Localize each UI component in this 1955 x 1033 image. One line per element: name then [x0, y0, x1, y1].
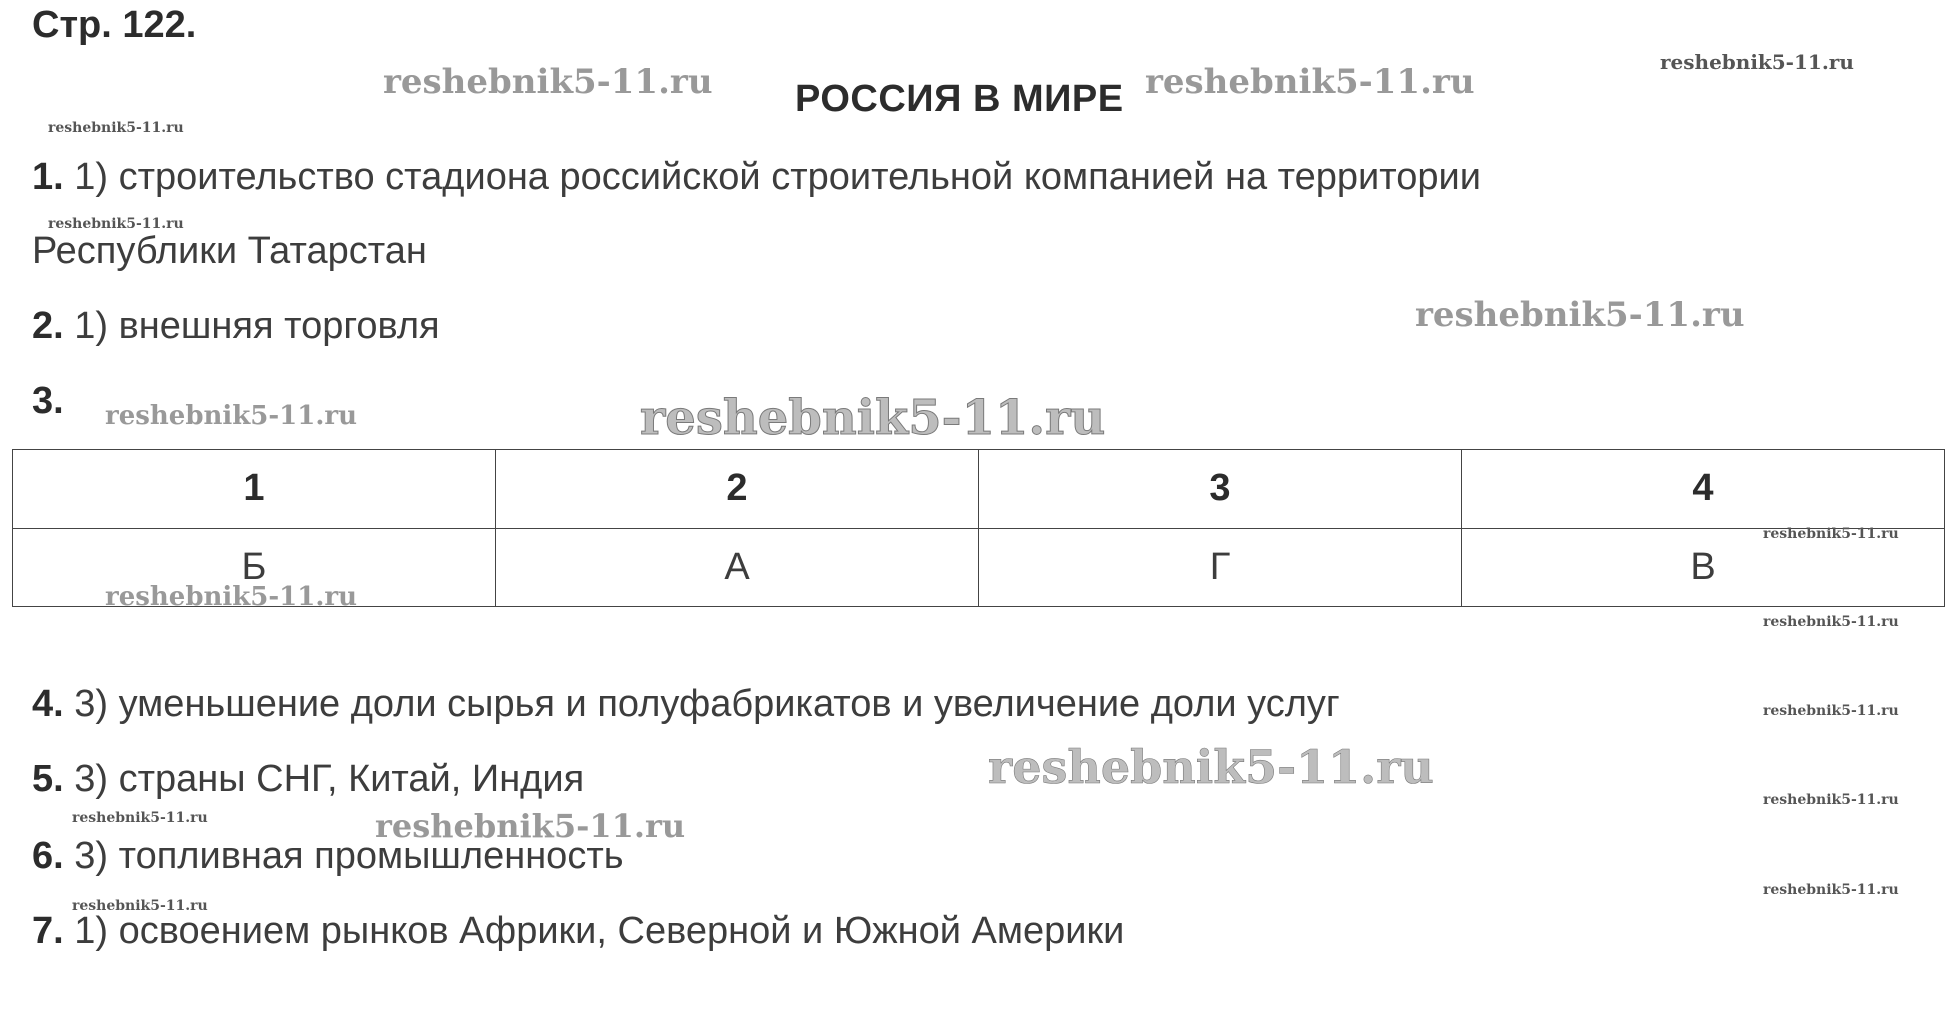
watermark: reshebnik5-11.ru [375, 807, 686, 845]
answer-number: 2. [32, 305, 64, 347]
answer-text: 3) топливная промышленность [63, 835, 624, 877]
watermark: reshebnik5-11.ru [1763, 526, 1899, 542]
table-cell: А [496, 528, 979, 607]
answer-2 [32, 305, 440, 348]
watermark: reshebnik5-11.ru [640, 390, 1106, 446]
watermark: reshebnik5-11.ru [1415, 295, 1745, 335]
table-header-cell: 3 [979, 450, 1462, 529]
watermark: reshebnik5-11.ru [72, 898, 208, 914]
table-cell: Б [13, 528, 496, 607]
answer-number: 6. [32, 835, 64, 877]
answer-number: 4. [32, 683, 64, 725]
watermark: reshebnik5-11.ru [48, 216, 184, 232]
table-header-cell: 2 [496, 450, 979, 529]
answer-text: 1) освоением рынков Африки, Северной и Южной Америки [63, 910, 1125, 952]
answer-number: 3. [32, 380, 64, 422]
answer-number: 7. [32, 910, 64, 952]
table-cell: Г [979, 528, 1462, 607]
watermark: reshebnik5-11.ru [1763, 703, 1899, 719]
table-header-row [13, 450, 1945, 529]
table-row [13, 528, 1945, 607]
watermark: reshebnik5-11.ru [1660, 50, 1854, 74]
watermark: reshebnik5-11.ru [1145, 62, 1475, 102]
answer-number: 1. [32, 156, 64, 198]
answer-text: 3) уменьшение доли сырья и полуфабрикатов и увеличение доли услуг [63, 683, 1340, 725]
watermark: reshebnik5-11.ru [988, 740, 1434, 794]
watermark: reshebnik5-11.ru [1763, 792, 1899, 808]
answer-4 [32, 683, 1340, 726]
answer-number: 5. [32, 758, 64, 800]
watermark: reshebnik5-11.ru [1763, 614, 1899, 630]
watermark: reshebnik5-11.ru [48, 120, 184, 136]
page-title: РОССИЯ В МИРЕ [795, 78, 1124, 120]
page-number: Стр. 122. [32, 4, 197, 46]
table-cell: В [1462, 528, 1945, 607]
watermark: reshebnik5-11.ru [72, 810, 208, 826]
answer-1-continuation: Республики Татарстан [32, 230, 427, 272]
answer-6 [32, 835, 624, 878]
watermark: reshebnik5-11.ru [1763, 882, 1899, 898]
answer-table [12, 449, 1945, 607]
watermark: reshebnik5-11.ru [383, 62, 713, 102]
table-header-cell: 1 [13, 450, 496, 529]
watermark: reshebnik5-11.ru [105, 582, 358, 612]
answer-5 [32, 758, 584, 801]
answer-text: 3) страны СНГ, Китай, Индия [63, 758, 585, 800]
table-header-cell: 4 [1462, 450, 1945, 529]
answer-text: 1) строительство стадиона российской строительной компанией на территории [63, 156, 1481, 198]
answer-text: 1) внешняя торговля [63, 305, 440, 347]
answer-7 [32, 910, 1124, 953]
answer-3 [32, 380, 64, 423]
watermark: reshebnik5-11.ru [105, 401, 358, 431]
answer-1 [32, 156, 1481, 199]
